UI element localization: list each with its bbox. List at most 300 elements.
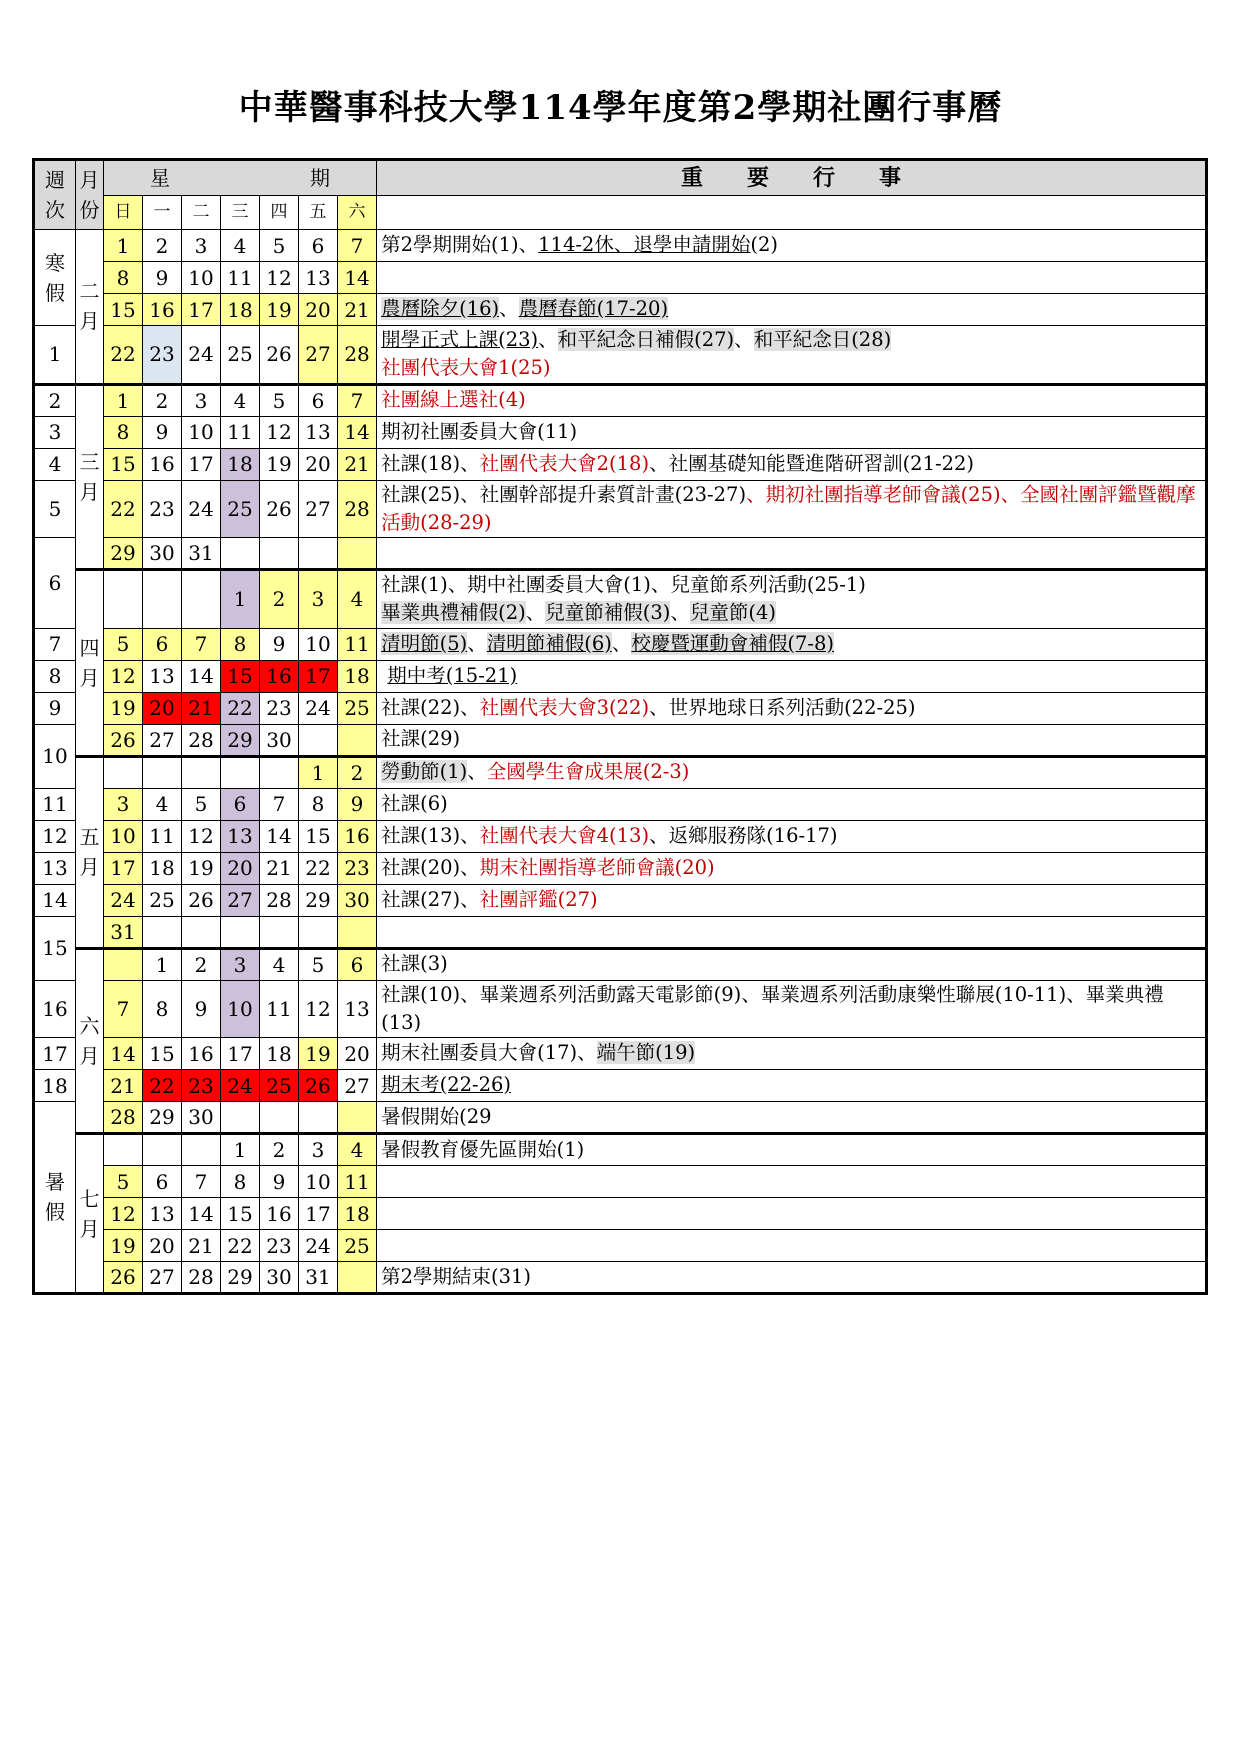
day-cell: 3 [221,948,260,980]
week-number: 8 [48,664,62,689]
day-cell: 26 [104,1262,143,1294]
day-cell: 13 [299,416,338,448]
day-cell: 12 [260,416,299,448]
day-cell: 8 [221,1166,260,1198]
event-cell [377,1134,1207,1166]
event-cell [377,384,1207,416]
day-cell: 2 [143,230,182,262]
day-cell: 24 [221,1070,260,1102]
week-number-cell [34,1102,76,1294]
day-cell: 18 [143,852,182,884]
event-text: 期末社團委員大會(17)、 [381,1041,597,1065]
event-text: 、 [611,631,632,655]
day-cell: 4 [338,1134,377,1166]
week-number: 1 [48,342,62,367]
day-cell: 24 [104,884,143,916]
day-cell: 17 [299,1198,338,1230]
day-cell: 1 [143,948,182,980]
event-text: 社團代表大會3(22) [479,695,650,719]
day-cell: 11 [221,416,260,448]
day-cell: 9 [182,980,221,1038]
day-cell: 19 [104,692,143,724]
event-cell [377,852,1207,884]
day-cell: 1 [221,570,260,629]
day-cell: 21 [260,852,299,884]
week-number-cell [34,980,76,1038]
day-cell: 20 [221,852,260,884]
event-text: 清明節補假(6) [486,631,612,655]
day-cell: 8 [143,980,182,1038]
day-cell: 17 [299,660,338,692]
day-cell: 21 [338,448,377,480]
weekday-header-3: 三 [221,196,260,230]
calendar-row [34,948,1207,980]
day-cell: 12 [182,820,221,852]
weekday-group-header: 星 期 [104,160,377,196]
calendar-row [34,1198,1207,1230]
day-cell [260,756,299,788]
month-label: 六月 [79,1013,100,1068]
day-cell: 28 [104,1102,143,1134]
event-text: 、 [467,631,487,655]
day-cell [143,570,182,629]
day-cell: 27 [338,1070,377,1102]
event-text: 清明節(5) [381,631,468,655]
day-cell: 17 [221,1038,260,1070]
day-cell: 17 [182,294,221,326]
day-cell: 13 [143,1198,182,1230]
day-cell: 27 [143,1262,182,1294]
event-text: 、 [734,328,754,351]
week-number: 14 [42,888,68,913]
day-cell: 30 [260,1262,299,1294]
day-cell: 22 [104,326,143,385]
event-text: 第2學期開始(1)、 [381,233,539,257]
day-cell: 2 [338,756,377,788]
week-number-cell [34,538,76,629]
day-cell: 27 [143,724,182,756]
events-header: 重 要 行 事 [377,160,1207,196]
day-cell: 3 [182,384,221,416]
day-cell: 30 [260,724,299,756]
day-cell: 24 [182,480,221,538]
event-text: 社課(22)、 [381,695,480,719]
event-text: 、返鄉服務隊(16-17) [649,823,838,847]
month-cell [76,384,104,570]
day-cell: 15 [104,294,143,326]
day-cell [338,724,377,756]
event-cell [377,1070,1207,1102]
day-cell: 6 [299,230,338,262]
day-cell: 5 [104,1166,143,1198]
day-cell: 23 [143,326,182,385]
day-cell: 7 [338,230,377,262]
event-text: 社團代表大會2(18) [479,451,650,475]
event-cell [377,1262,1207,1294]
day-cell: 7 [182,1166,221,1198]
week-number-cell [34,884,76,916]
day-cell: 16 [338,820,377,852]
day-cell: 24 [299,1230,338,1262]
day-cell: 4 [221,384,260,416]
day-cell: 15 [221,660,260,692]
month-label: 二月 [79,279,100,334]
event-text: 、 [670,601,690,625]
weekday-header-5: 五 [299,196,338,230]
calendar-row [34,570,1207,629]
day-cell [260,916,299,948]
event-cell [377,788,1207,820]
day-cell: 1 [104,384,143,416]
event-text: 社課(10)、畢業週系列活動露天電影節(9)、畢業週系列活動康樂性聯展(10-11)、畢業典禮(13) [381,982,1164,1034]
day-cell: 18 [260,1038,299,1070]
day-cell: 5 [260,384,299,416]
week-number-cell [34,788,76,820]
day-cell [143,916,182,948]
day-cell: 16 [143,294,182,326]
day-cell: 19 [260,294,299,326]
day-cell: 20 [299,294,338,326]
day-cell: 14 [104,1038,143,1070]
calendar-table-wrapper [32,158,1208,1295]
day-cell: 23 [260,692,299,724]
day-cell: 16 [182,1038,221,1070]
day-cell: 21 [182,692,221,724]
event-text: 勞動節(1) [381,760,468,784]
calendar-row [34,660,1207,692]
event-cell [377,660,1207,692]
event-cell [377,294,1207,326]
day-cell: 10 [221,980,260,1038]
day-cell: 10 [104,820,143,852]
day-cell: 8 [221,628,260,660]
week-number-cell [34,384,76,416]
day-cell: 27 [299,480,338,538]
weekday-header-2: 二 [182,196,221,230]
day-cell [299,724,338,756]
day-cell: 11 [338,628,377,660]
day-cell: 9 [260,1166,299,1198]
event-text: (2) [750,233,778,257]
day-cell: 19 [299,1038,338,1070]
calendar-row [34,628,1207,660]
week-number: 15 [42,936,68,961]
day-cell: 15 [221,1198,260,1230]
day-cell: 27 [299,326,338,385]
day-cell: 26 [299,1070,338,1102]
event-cell [377,480,1207,538]
calendar-row [34,820,1207,852]
event-text: 社團線上選社(4) [381,388,526,412]
calendar-row [34,1134,1207,1166]
day-cell: 11 [338,1166,377,1198]
page-title: 中華醫事科技大學114學年度第2學期社團行事曆 [238,88,1003,128]
week-header [34,160,76,230]
event-text: 、社團基礎知能暨進階研習訓(21-22) [649,451,974,475]
day-cell: 7 [260,788,299,820]
day-cell: 3 [299,1134,338,1166]
event-text: 兒童節(4) [689,601,776,625]
day-cell: 6 [338,948,377,980]
day-cell [260,538,299,570]
day-cell: 9 [143,262,182,294]
month-cell [76,570,104,757]
day-cell [104,1134,143,1166]
day-cell: 2 [260,1134,299,1166]
event-text: 社課(27)、 [381,887,480,911]
day-cell: 8 [299,788,338,820]
week-number: 17 [42,1041,68,1066]
calendar-row [34,1230,1207,1262]
day-cell: 6 [143,1166,182,1198]
day-cell: 11 [260,980,299,1038]
day-cell: 18 [338,1198,377,1230]
day-cell: 23 [338,852,377,884]
event-text: 社課(3) [381,952,448,976]
weekday-header-0: 日 [104,196,143,230]
event-text: 、世界地球日系列活動(22-25) [649,695,916,719]
weekday-header-1: 一 [143,196,182,230]
week-number: 7 [48,632,62,657]
week-number-cell [34,230,76,326]
week-number-cell [34,1038,76,1070]
day-cell: 3 [182,230,221,262]
day-cell: 6 [299,384,338,416]
event-cell [377,538,1207,570]
week-number-cell [34,724,76,788]
event-text: 暑假開始(29 [381,1104,492,1128]
event-cell [377,724,1207,756]
event-cell [377,570,1207,629]
calendar-row [34,230,1207,262]
event-text: 暑假教育優先區開始(1) [381,1137,585,1161]
day-cell: 30 [338,884,377,916]
day-cell: 30 [182,1102,221,1134]
day-cell: 25 [221,480,260,538]
day-cell: 13 [299,262,338,294]
calendar-row [34,756,1207,788]
day-cell: 4 [143,788,182,820]
day-cell: 24 [182,326,221,385]
event-text: 和平紀念日補假(27) [557,328,735,351]
month-label: 三月 [79,449,100,504]
event-text: 社團評鑑(27) [479,887,598,911]
day-cell: 7 [338,384,377,416]
event-text: 期末社團指導老師會議(20) [479,855,715,879]
day-cell: 28 [338,480,377,538]
month-label: 七月 [79,1186,100,1241]
day-cell: 25 [338,1230,377,1262]
day-cell: 5 [299,948,338,980]
event-cell [377,1166,1207,1198]
event-text: 全國學生會成果展(2-3) [486,760,690,784]
day-cell: 4 [260,948,299,980]
event-text: 、 [525,601,546,625]
event-text: 社課(13)、 [381,823,480,847]
week-number: 13 [42,856,68,881]
day-cell [104,570,143,629]
week-number: 11 [42,792,68,817]
week-number: 12 [42,824,68,849]
day-cell: 4 [338,570,377,629]
event-text: 期末考(22-26) [381,1073,512,1097]
week-number-cell [34,448,76,480]
day-cell: 22 [221,1230,260,1262]
event-text: 農曆春節(17-20) [518,297,669,321]
week-number: 16 [42,996,68,1021]
day-cell: 11 [221,262,260,294]
day-cell: 12 [104,1198,143,1230]
week-number-cell [34,480,76,538]
day-cell: 23 [260,1230,299,1262]
calendar-row [34,884,1207,916]
calendar-row [34,980,1207,1038]
event-text: 社課(29) [381,727,461,751]
event-text: 社團代表大會1(25) [381,356,551,380]
month-label: 五月 [79,825,100,880]
day-cell [299,538,338,570]
day-cell: 3 [299,570,338,629]
day-cell: 7 [104,980,143,1038]
event-text: 第2學期結束(31) [381,1264,532,1288]
event-cell [377,230,1207,262]
day-cell [182,570,221,629]
event-text: 、期初社團指導老師會議(25)、全國社團評鑑暨觀摩活動(28-29) [381,482,1196,534]
day-cell: 21 [104,1070,143,1102]
day-cell [299,916,338,948]
day-cell: 2 [260,570,299,629]
day-cell: 2 [182,948,221,980]
day-cell: 29 [104,538,143,570]
week-number-cell [34,1070,76,1102]
week-number-cell [34,852,76,884]
day-cell: 31 [299,1262,338,1294]
day-cell [182,916,221,948]
day-cell: 15 [104,448,143,480]
day-cell: 22 [143,1070,182,1102]
day-cell: 15 [143,1038,182,1070]
day-cell: 28 [182,1262,221,1294]
day-cell: 24 [299,692,338,724]
day-cell: 12 [299,980,338,1038]
calendar-row [34,480,1207,538]
event-cell [377,692,1207,724]
event-text: 社課(6) [381,791,448,815]
day-cell [182,1134,221,1166]
week-number: 4 [48,452,62,477]
month-label: 四月 [79,635,100,690]
week-number: 2 [48,388,62,413]
day-cell: 31 [182,538,221,570]
calendar-table [32,158,1208,1295]
day-cell: 15 [299,820,338,852]
day-cell: 19 [182,852,221,884]
week-number: 9 [48,696,62,721]
day-cell: 6 [143,628,182,660]
day-cell [143,1134,182,1166]
week-header-label: 週次 [45,168,65,222]
event-cell [377,416,1207,448]
event-cell [377,1038,1207,1070]
event-text: 、 [538,328,558,351]
month-cell [76,948,104,1134]
day-cell [104,756,143,788]
day-cell: 25 [260,1070,299,1102]
week-number: 暑假 [45,1170,65,1225]
event-cell [377,1198,1207,1230]
day-cell: 28 [182,724,221,756]
event-text: 和平紀念日(28) [753,328,892,351]
day-cell: 28 [260,884,299,916]
event-text: 、 [499,297,519,321]
day-cell: 2 [143,384,182,416]
event-cell [377,628,1207,660]
day-cell: 22 [221,692,260,724]
day-cell: 31 [104,916,143,948]
event-cell [377,262,1207,294]
day-cell [260,1102,299,1134]
week-number-cell [34,628,76,660]
day-cell: 22 [104,480,143,538]
day-cell: 4 [221,230,260,262]
day-cell [182,756,221,788]
calendar-row [34,538,1207,570]
day-cell: 10 [299,628,338,660]
calendar-row [34,326,1207,385]
day-cell: 1 [221,1134,260,1166]
day-cell: 3 [104,788,143,820]
day-cell: 14 [260,820,299,852]
week-number: 3 [48,420,62,445]
month-cell [76,756,104,948]
calendar-row [34,1262,1207,1294]
event-text: 兒童節補假(3) [545,601,671,625]
month-cell [76,1134,104,1294]
event-text: 社課(18)、 [381,451,480,475]
day-cell [221,1102,260,1134]
calendar-row [34,1166,1207,1198]
events-subheader [377,196,1207,230]
day-cell: 25 [143,884,182,916]
calendar-row [34,448,1207,480]
day-cell [338,1262,377,1294]
calendar-row [34,416,1207,448]
calendar-row [34,724,1207,756]
day-cell: 20 [143,1230,182,1262]
day-cell: 1 [104,230,143,262]
calendar-row [34,788,1207,820]
day-cell: 19 [104,1230,143,1262]
event-text: 114-2休、退學申請開始 [538,233,751,257]
event-text: 校慶暨運動會補假(7-8) [631,631,834,655]
day-cell: 23 [143,480,182,538]
event-text: 畢業典禮補假(2) [381,601,526,625]
day-cell: 14 [182,660,221,692]
day-cell: 5 [182,788,221,820]
calendar-row [34,294,1207,326]
day-cell [104,948,143,980]
week-number-cell [34,326,76,385]
day-cell: 10 [182,416,221,448]
event-text: 社課(20)、 [381,855,480,879]
day-cell: 12 [260,262,299,294]
day-cell: 14 [338,416,377,448]
day-cell: 14 [182,1198,221,1230]
week-number: 10 [42,744,68,769]
event-text: 期初社團委員大會(11) [381,419,578,443]
weekday-header-4: 四 [260,196,299,230]
day-cell: 29 [221,724,260,756]
